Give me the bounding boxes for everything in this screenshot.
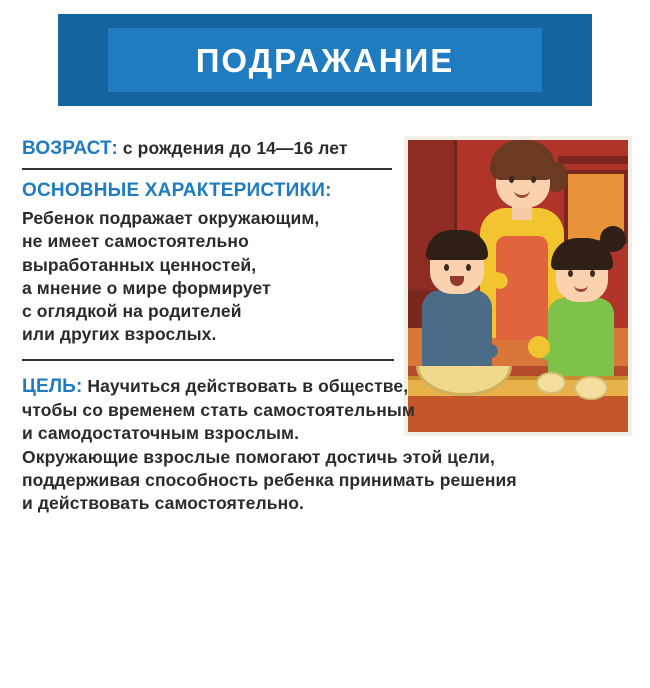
characteristics-line-3: выработанных ценностей, <box>22 254 257 275</box>
goal-line-1: Научиться действовать в обществе, <box>87 375 409 396</box>
goal-line-3: и самодостаточным взрослым. <box>22 423 300 444</box>
characteristics-line-1: Ребенок подражает окружающим, <box>22 208 320 229</box>
age-label: ВОЗРАСТ: <box>22 138 118 159</box>
content-area <box>0 120 650 515</box>
section-characteristics <box>22 170 394 346</box>
characteristics-line-6: или других взрослых. <box>22 324 217 345</box>
characteristics-heading: ОСНОВНЫЕ ХАРАКТЕРИСТИКИ: <box>22 180 332 202</box>
goal-line-2: чтобы со временем стать самостоятельным <box>22 399 415 420</box>
goal-first-line <box>22 374 622 399</box>
age-value: с рождения до 14—16 лет <box>122 138 348 158</box>
header-banner <box>0 0 650 120</box>
section-goal <box>22 361 622 516</box>
characteristics-line-2: не имеет самостоятельно <box>22 231 249 252</box>
goal-line-4: Окружающие взрослые помогают достичь этой цели, <box>22 446 496 467</box>
section-age <box>22 120 392 168</box>
goal-line-5: поддерживая способность ребенка принимать решения <box>22 469 517 490</box>
characteristics-line-4: а мнение о мире формирует <box>22 277 271 298</box>
goal-line-6: и действовать самостоятельно. <box>22 493 304 514</box>
goal-label: ЦЕЛЬ: <box>22 375 83 397</box>
page-title: ПОДРАЖАНИЕ <box>195 41 455 79</box>
banner-front-shape <box>108 28 542 92</box>
age-line <box>22 136 392 161</box>
characteristics-line-5: с оглядкой на родителей <box>22 301 242 322</box>
